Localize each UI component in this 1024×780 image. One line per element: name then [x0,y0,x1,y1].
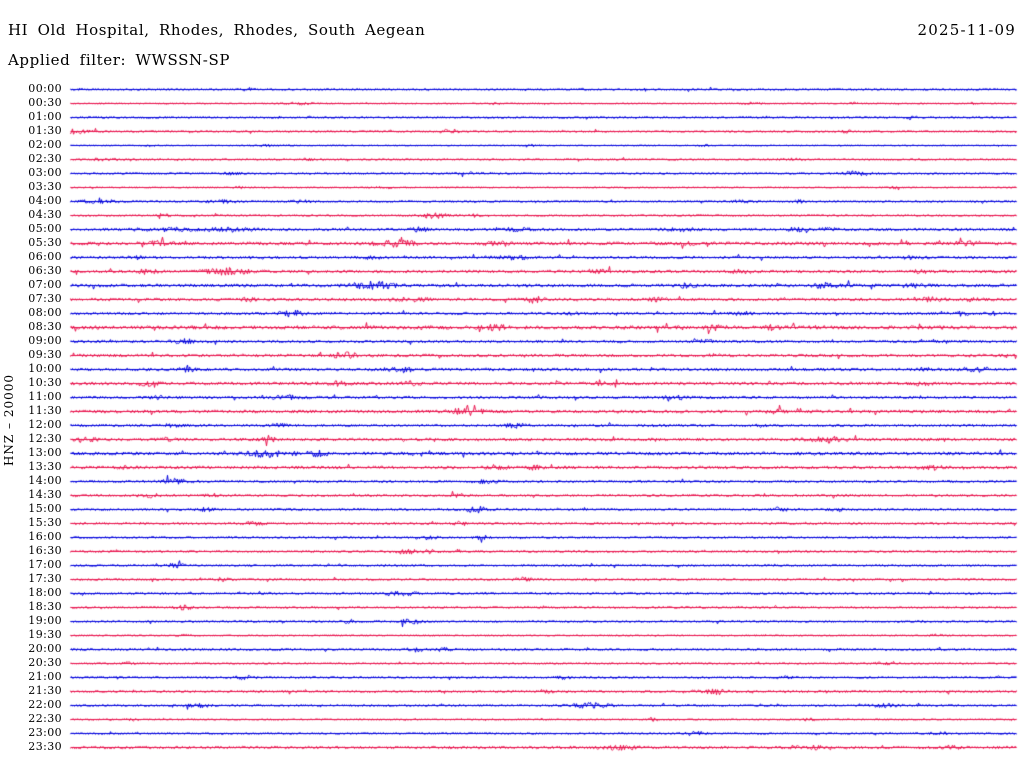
time-label: 23:30 [28,740,62,753]
time-label: 16:30 [28,544,62,557]
time-label: 08:00 [28,306,62,319]
time-label: 19:30 [28,628,62,641]
station-title: HI Old Hospital, Rhodes, Rhodes, South Aegean [8,21,426,39]
time-label: 02:30 [28,152,62,165]
time-label: 18:00 [28,586,62,599]
time-label: 11:00 [28,390,62,403]
time-label: 15:00 [28,502,62,515]
time-label: 07:00 [28,278,62,291]
time-label: 13:00 [28,446,62,459]
time-label: 22:00 [28,698,62,711]
time-label: 09:00 [28,334,62,347]
time-label: 22:30 [28,712,62,725]
time-label: 08:30 [28,320,62,333]
applied-filter-label: Applied filter: WWSSN-SP [8,51,231,69]
record-date: 2025-11-09 [917,21,1016,39]
time-label: 20:30 [28,656,62,669]
time-label: 10:00 [28,362,62,375]
time-label: 03:00 [28,166,62,179]
time-label: 11:30 [28,404,62,417]
time-label: 21:30 [28,684,62,697]
time-label: 21:00 [28,670,62,683]
time-label: 00:00 [28,82,62,95]
time-label: 12:00 [28,418,62,431]
time-label: 09:30 [28,348,62,361]
time-label: 06:30 [28,264,62,277]
channel-scale-label: HNZ – 20000 [2,373,16,467]
time-label: 14:30 [28,488,62,501]
time-label: 18:30 [28,600,62,613]
time-label: 23:00 [28,726,62,739]
time-label: 07:30 [28,292,62,305]
time-axis [0,0,62,780]
time-label: 17:30 [28,572,62,585]
time-label: 06:00 [28,250,62,263]
time-label: 19:00 [28,614,62,627]
time-label: 04:30 [28,208,62,221]
time-label: 12:30 [28,432,62,445]
time-label: 01:30 [28,124,62,137]
time-label: 20:00 [28,642,62,655]
time-label: 10:30 [28,376,62,389]
time-label: 05:00 [28,222,62,235]
time-label: 05:30 [28,236,62,249]
time-label: 01:00 [28,110,62,123]
time-label: 03:30 [28,180,62,193]
time-label: 16:00 [28,530,62,543]
time-label: 04:00 [28,194,62,207]
time-label: 00:30 [28,96,62,109]
time-label: 15:30 [28,516,62,529]
time-label: 13:30 [28,460,62,473]
time-label: 14:00 [28,474,62,487]
time-label: 02:00 [28,138,62,151]
time-label: 17:00 [28,558,62,571]
